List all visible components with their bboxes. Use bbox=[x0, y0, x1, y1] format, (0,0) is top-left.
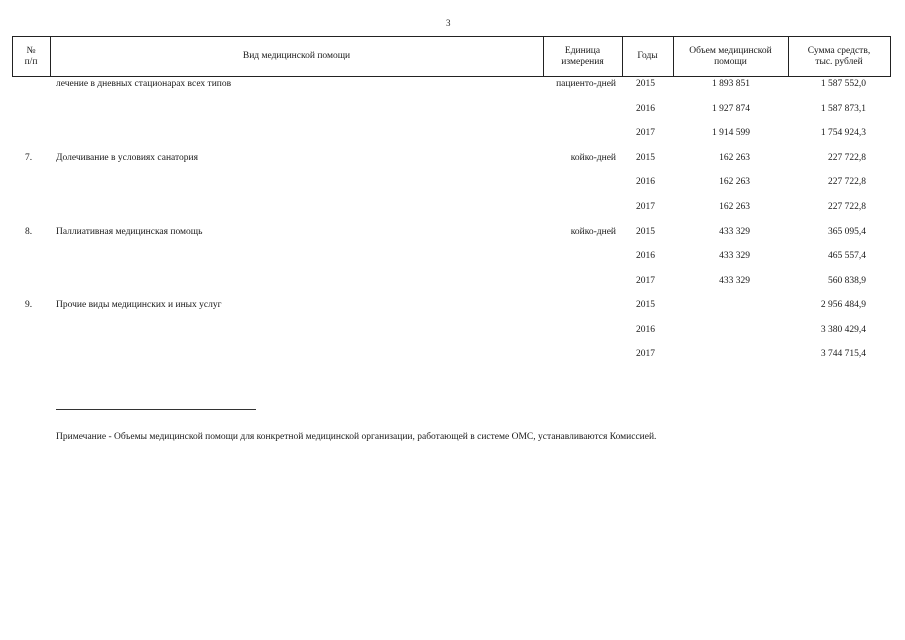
header-divider bbox=[890, 37, 891, 76]
cell-name: Прочие виды медицинских и иных услуг bbox=[56, 300, 222, 310]
table-header bbox=[12, 36, 891, 77]
cell-sum: 2 956 484,9 bbox=[820, 300, 866, 310]
header-num: № п/п bbox=[24, 45, 38, 67]
header-years: Годы bbox=[637, 51, 658, 61]
cell-year: 2017 bbox=[636, 202, 655, 212]
cell-volume: 433 329 bbox=[719, 227, 750, 237]
cell-sum: 227 722,8 bbox=[828, 177, 866, 187]
cell-name: Паллиативная медицинская помощь bbox=[56, 227, 203, 237]
cell-volume: 162 263 bbox=[719, 177, 750, 187]
cell-year: 2016 bbox=[636, 104, 655, 114]
header-type: Вид медицинской помощи bbox=[242, 51, 351, 61]
cell-volume: 1 893 851 bbox=[712, 79, 750, 89]
cell-volume: 433 329 bbox=[719, 251, 750, 261]
cell-sum: 1 587 552,0 bbox=[820, 79, 866, 89]
cell-sum: 3 380 429,4 bbox=[820, 325, 866, 335]
cell-year: 2017 bbox=[636, 349, 655, 359]
cell-year: 2017 bbox=[636, 128, 655, 138]
cell-sum: 465 557,4 bbox=[828, 251, 866, 261]
cell-year: 2015 bbox=[636, 79, 655, 89]
cell-sum: 227 722,8 bbox=[828, 202, 866, 212]
cell-sum: 1 587 873,1 bbox=[820, 104, 866, 114]
cell-year: 2015 bbox=[636, 153, 655, 163]
cell-unit: койко-дней bbox=[570, 153, 616, 163]
cell-sum: 560 838,9 bbox=[828, 276, 866, 286]
cell-num: 8. bbox=[25, 227, 33, 237]
cell-name: Долечивание в условиях санатория bbox=[56, 153, 198, 163]
header-sum: Сумма средств, тыс. рублей bbox=[807, 45, 871, 67]
cell-year: 2017 bbox=[636, 276, 655, 286]
cell-sum: 227 722,8 bbox=[828, 153, 866, 163]
cell-volume: 1 914 599 bbox=[712, 128, 750, 138]
cell-volume: 162 263 bbox=[719, 202, 750, 212]
cell-volume: 433 329 bbox=[719, 276, 750, 286]
cell-sum: 365 095,4 bbox=[828, 227, 866, 237]
cell-sum: 3 744 715,4 bbox=[820, 349, 866, 359]
footnote-separator bbox=[56, 409, 256, 410]
cell-num: 9. bbox=[25, 300, 33, 310]
cell-unit: койко-дней bbox=[570, 227, 616, 237]
header-unit: Единица измерения bbox=[561, 45, 604, 67]
cell-num: 7. bbox=[25, 153, 33, 163]
cell-name: лечение в дневных стационарах всех типов bbox=[56, 79, 232, 89]
cell-year: 2016 bbox=[636, 177, 655, 187]
header-volume: Объем медицинской помощи bbox=[689, 45, 772, 67]
footnote: Примечание - Объемы медицинской помощи для конкретной медицинской организации, работающей в системе ОМС, устанавливаются Комиссией. bbox=[56, 432, 657, 442]
cell-year: 2015 bbox=[636, 227, 655, 237]
cell-year: 2016 bbox=[636, 325, 655, 335]
cell-volume: 162 263 bbox=[719, 153, 750, 163]
page-number: 3 bbox=[446, 18, 451, 28]
cell-year: 2015 bbox=[636, 300, 655, 310]
cell-sum: 1 754 924,3 bbox=[820, 128, 866, 138]
cell-volume: 1 927 874 bbox=[712, 104, 750, 114]
cell-unit: пациенто-дней bbox=[556, 79, 616, 89]
cell-year: 2016 bbox=[636, 251, 655, 261]
